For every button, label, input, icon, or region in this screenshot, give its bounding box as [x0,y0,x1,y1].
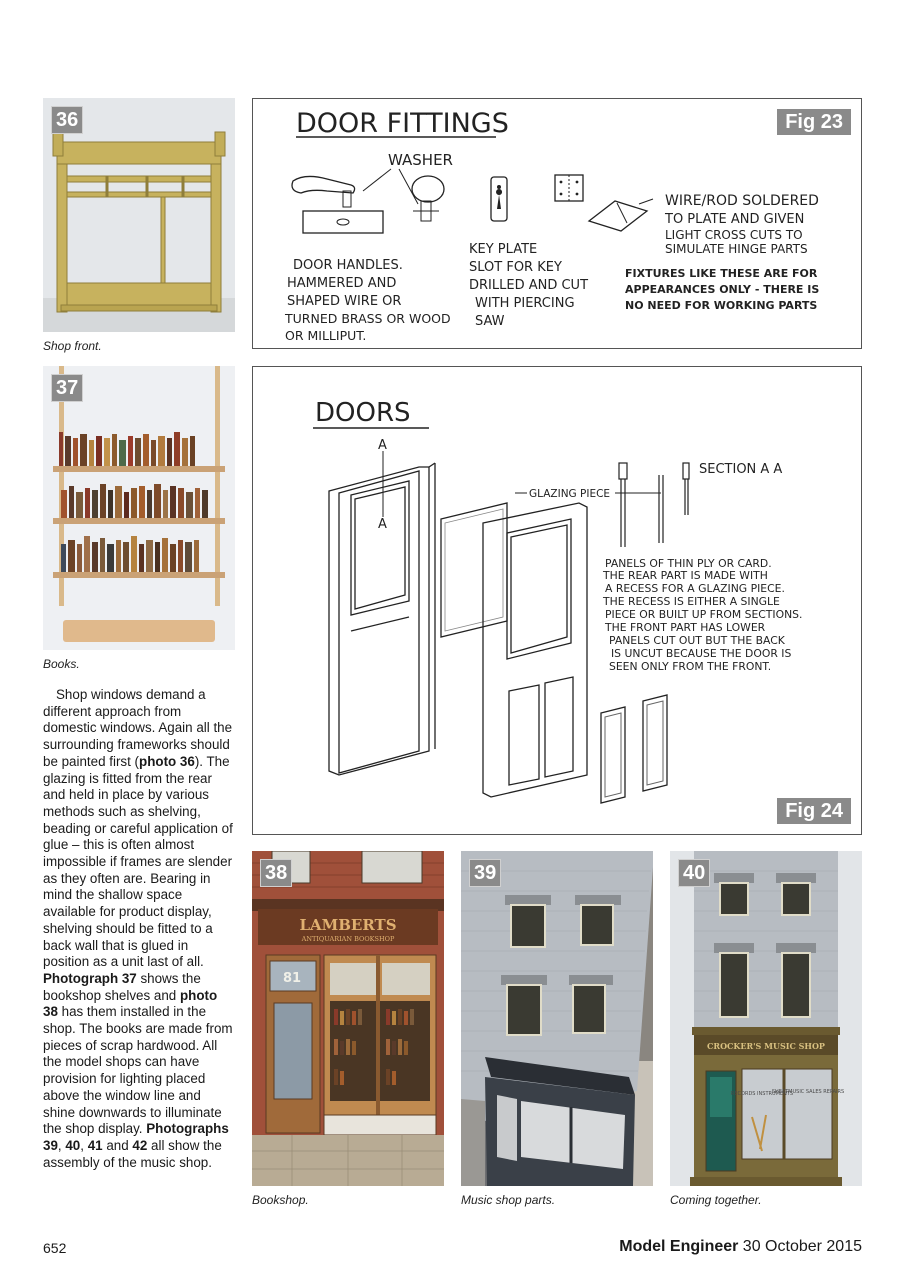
section-marker-bottom: A [378,517,387,532]
note-line: SIMULATE HINGE PARTS [665,242,808,256]
music-shop-parts-illustration [461,851,653,1186]
fig23-title: DOOR FITTINGS [296,108,509,139]
note-line: THE FRONT PART HAS LOWER [605,621,766,634]
photo-40-caption: Coming together. [670,1193,762,1207]
note-line: TO PLATE AND GIVEN [665,212,805,227]
photo-40-badge: 40 [678,859,710,887]
body-text-segment: , [80,1137,88,1153]
photo-ref: photo 36 [139,753,195,769]
music-shop-assembled-illustration [670,851,862,1186]
note-line: APPEARANCES ONLY - THERE IS [625,283,820,296]
door-fittings-drawing [253,99,862,349]
photo-ref: Photographs 39 [43,1121,229,1153]
note-line: SLOT FOR KEY [469,260,562,275]
figure-doors [252,366,862,835]
body-text-segment: shows the bookshop shelves and [43,970,201,1003]
glazing-piece-label: GLAZING PIECE [529,488,611,500]
back-plate-icon [303,211,383,233]
footer-magazine-info [619,1238,862,1256]
bookshop-subsign: ANTIQUARIAN BOOKSHOP [301,935,395,943]
note-line: HAMMERED AND [287,276,397,291]
body-text-segment: , [57,1137,66,1153]
issue-date: 30 October 2015 [738,1238,862,1255]
body-text-segment: has them installed in the shop. The books are made from pieces of scrap hardwood. All the model shops can have provision for lighting placed above the window line and shine downwards to illuminate the shop display. [43,1004,233,1137]
figure-door-fittings [252,98,862,349]
note-line: PIECE OR BUILT UP FROM SECTIONS. [605,608,803,621]
fig23-label: Fig 23 [777,109,851,135]
photo-36-caption: Shop front. [43,339,102,353]
photo-39-badge: 39 [469,859,501,887]
bookshop-illustration [252,851,444,1186]
note-line: IS UNCUT BECAUSE THE DOOR IS [611,647,792,660]
note-line: LIGHT CROSS CUTS TO [665,228,803,242]
key-plate-note [469,242,588,329]
door-knob-icon [412,176,444,202]
article-body [43,687,235,1171]
photo-ref: 41 [87,1137,103,1153]
note-line: KEY PLATE [469,242,538,257]
note-line: PANELS CUT OUT BUT THE BACK [609,634,785,647]
assembled-door [329,463,435,775]
music-window-left-text: RECORDS INSTRUMENTS [730,1091,794,1097]
note-line: THE REAR PART IS MADE WITH [603,569,768,582]
body-text-segment: ). The glazing is fitted from the rear and held in place by various methods such as shelving, beading or careful application of glue – this is often almost impossible if frames are slender as they often are. Bearing in mind the shallow space available for product display, shelving should be fitted to a back wall that is glued in position as a unit last of all. [43,753,233,970]
photo-36-badge: 36 [51,106,83,134]
photo-shop-front [43,98,235,332]
note-line: NO NEED FOR WORKING PARTS [625,299,818,312]
fig24-label: Fig 24 [777,798,851,824]
photo-37-caption: Books. [43,657,80,671]
photo-38-caption: Bookshop. [252,1193,309,1207]
photo-ref: Photograph 37 [43,970,137,986]
note-line: THE RECESS IS EITHER A SINGLE [603,595,780,608]
photo-39-caption: Music shop parts. [461,1193,556,1207]
photo-coming-together [670,851,862,1186]
note-line: SEEN ONLY FROM THE FRONT. [609,660,772,673]
body-text-segment: and [102,1137,133,1153]
note-line: SAW [475,314,505,329]
fixtures-note [625,267,819,312]
note-line: A RECESS FOR A GLAZING PIECE. [605,582,785,595]
door-handles-note [284,258,451,343]
note-line: TURNED BRASS OR WOOD [285,311,451,326]
glazing-piece-shape [441,503,507,637]
note-line: FIXTURES LIKE THESE ARE FOR [625,267,818,280]
wire-rod-note [664,193,819,256]
note-line: WITH PIERCING [475,296,575,311]
note-line: DOOR HANDLES. [293,258,403,273]
magazine-title: Model Engineer [619,1238,739,1255]
door-number: 81 [282,971,302,986]
photo-music-shop-parts [461,851,653,1186]
fig23-washer-label: WASHER [388,151,453,169]
photo-ref: photo 38 [43,987,218,1020]
note-line: WIRE/ROD SOLDERED [665,193,819,209]
photo-ref: 42 [132,1137,148,1153]
photo-bookshop [252,851,444,1186]
doors-drawing [253,367,862,835]
note-line: OR MILLIPUT. [285,328,367,343]
front-door-part [483,503,587,797]
note-line: SHAPED WIRE OR [287,294,402,309]
bookshop-sign: LAMBERTS [299,916,397,934]
section-marker-top: A [378,438,387,453]
photo-38-badge: 38 [260,859,292,887]
body-text-segment: Shop windows demand a different approach from domestic windows. Again all the surrounding frameworks should be painted first ( [43,687,233,769]
section-aa-label: SECTION A A [699,462,783,477]
note-line: DRILLED AND CUT [469,278,589,293]
note-line: PANELS OF THIN PLY OR CARD. [605,557,772,570]
section-drawing [619,463,689,547]
article-paragraph [43,687,235,1171]
body-text-segment: all show the assembly of the music shop. [43,1137,222,1170]
photo-books [43,366,235,650]
fig24-title: DOORS [315,398,411,428]
page-number: 652 [43,1240,67,1256]
panels-note [602,557,802,673]
bookshelf-illustration [43,366,235,650]
photo-37-badge: 37 [51,374,83,402]
music-shop-sign: CROCKER'S MUSIC SHOP [707,1041,825,1051]
music-window-right-text: SHEETMUSIC SALES REPAIRS [771,1089,845,1095]
photo-ref: 40 [65,1137,81,1153]
